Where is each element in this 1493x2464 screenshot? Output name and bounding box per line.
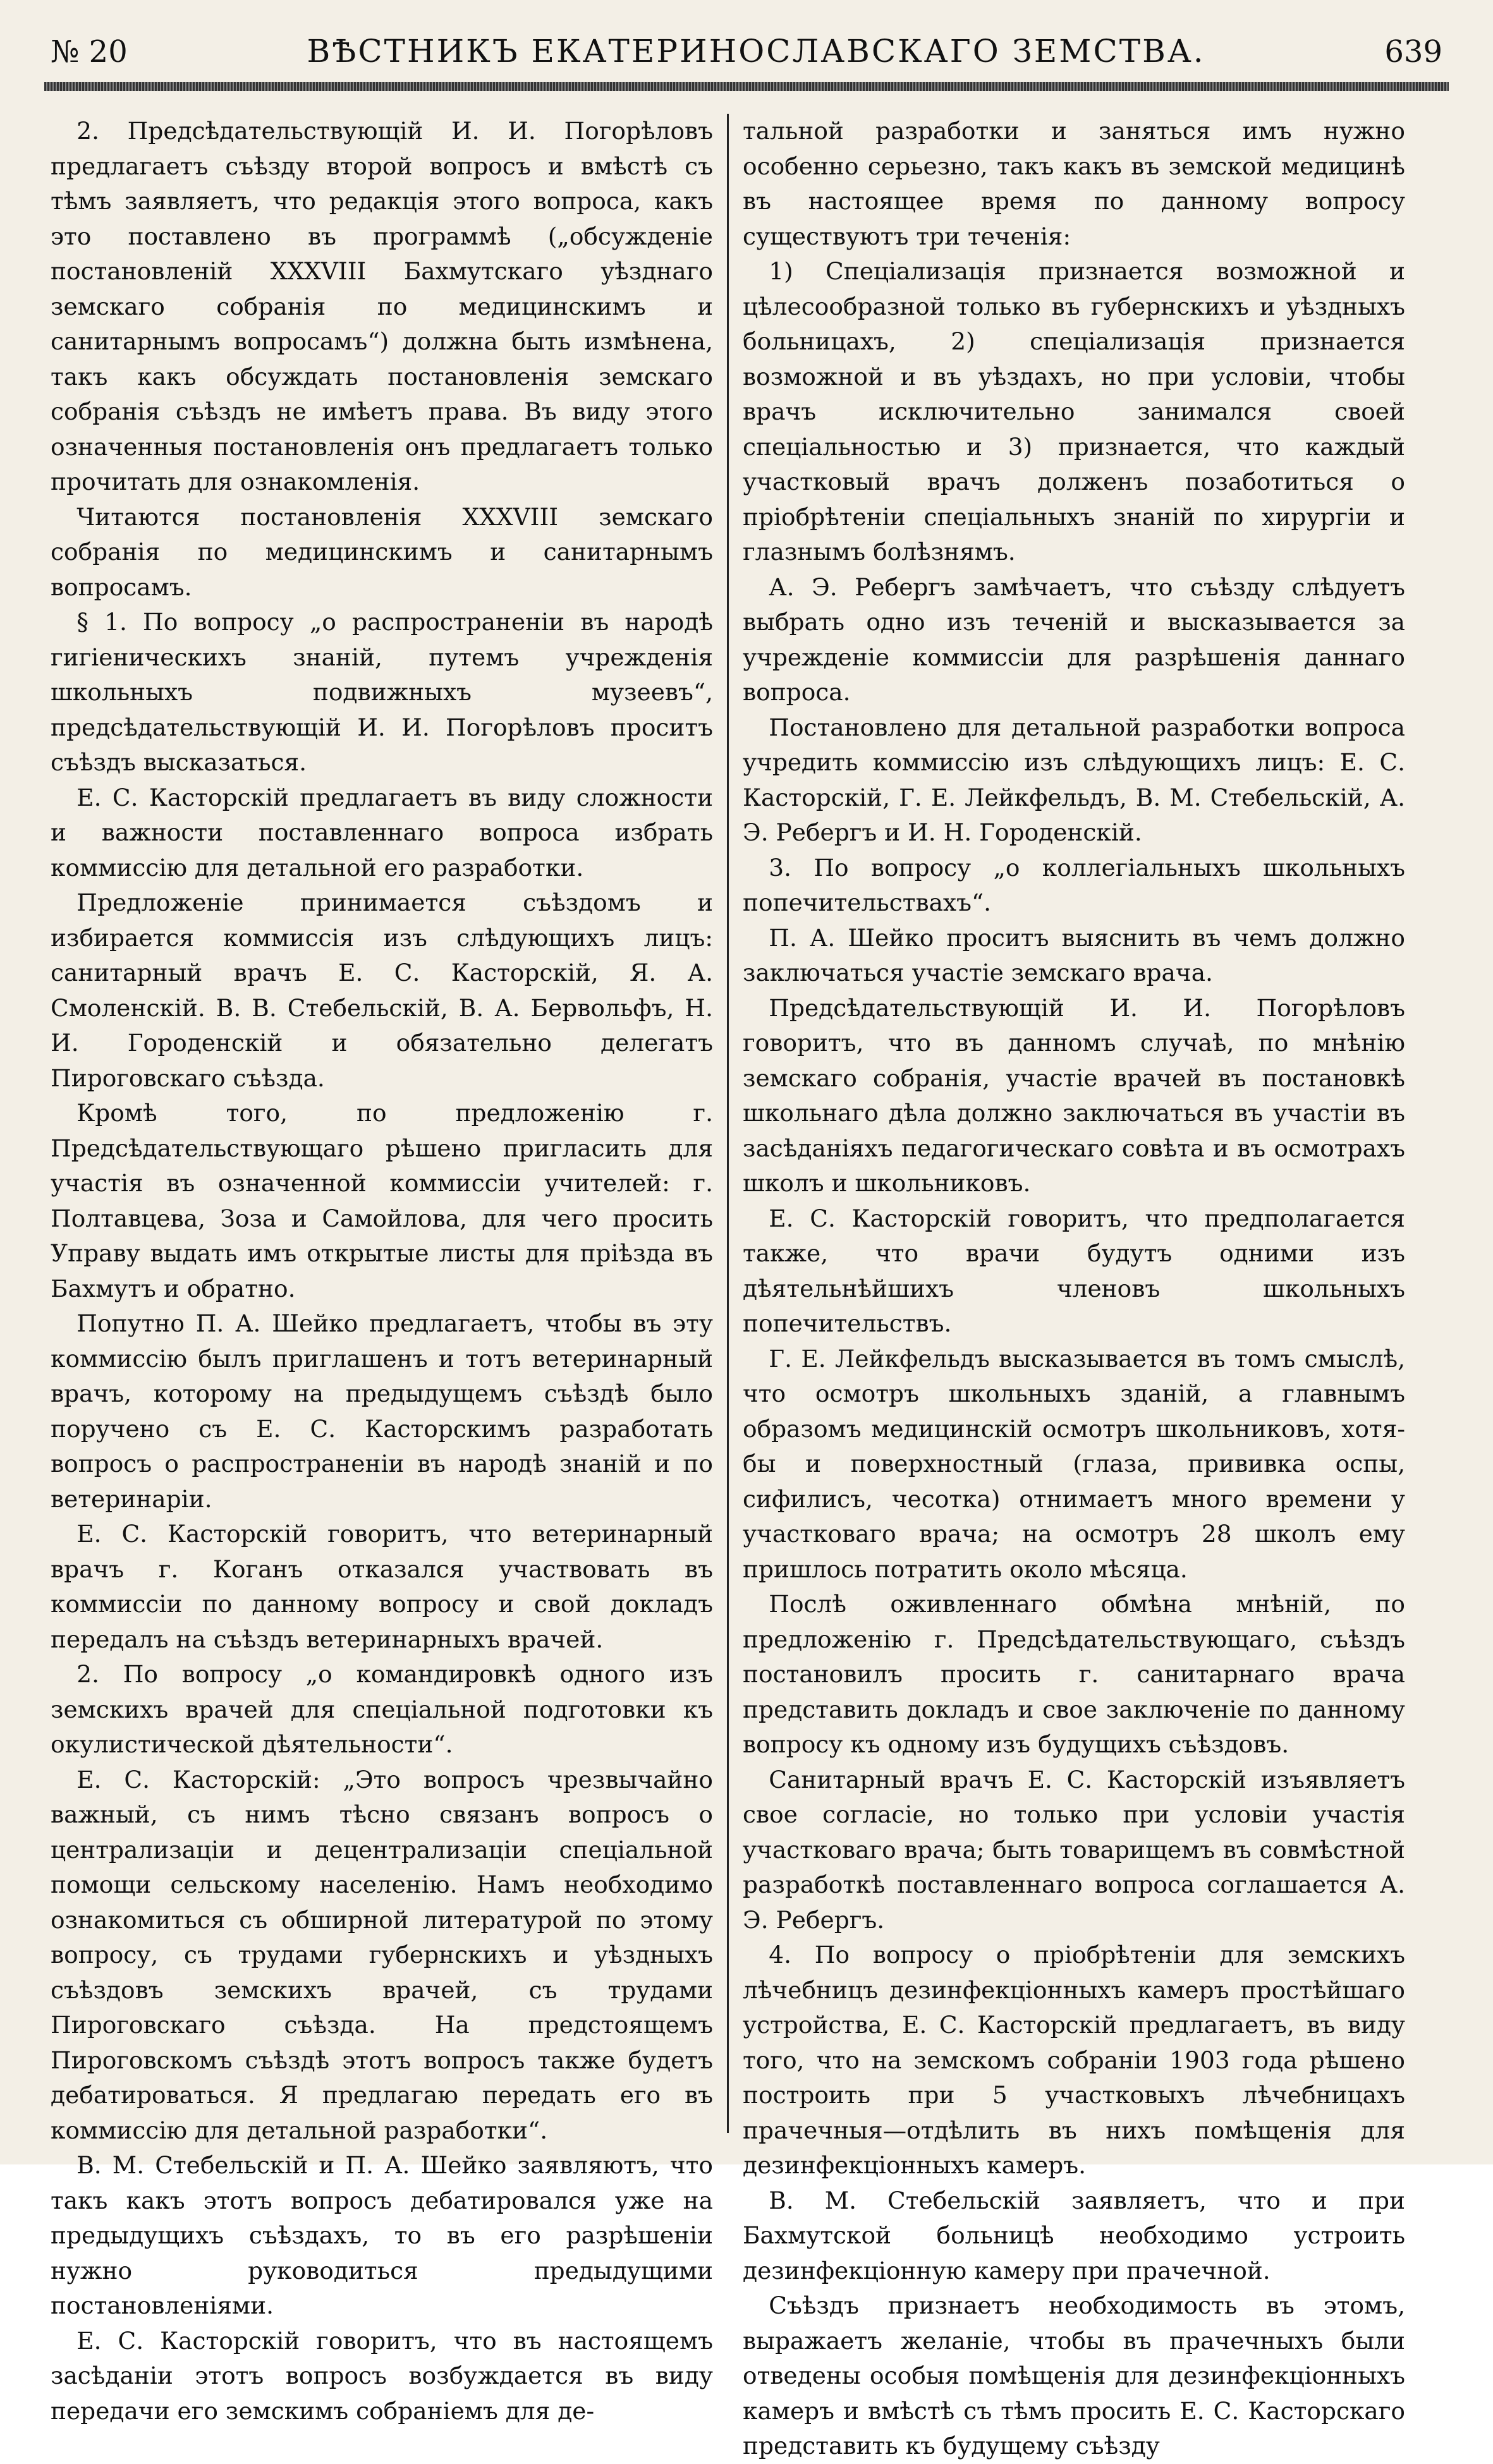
paragraph: Предложеніе принимается съѣздомъ и избирается коммиссія изъ слѣдующихъ лицъ: санитарный врачъ Е. С. Касторскій, Я. А. Смоленскій. В. В. Стебельскій, В. А. Бервольфъ, Н. И. Городенскій и обязательно делегатъ Пироговскаго съѣзда. — [51, 889, 713, 1092]
left-column — [51, 114, 727, 2425]
paragraph: Г. Е. Лейкфельдъ высказывается въ томъ смыслѣ, что осмотръ школьныхъ зданій, а главнымъ образомъ медицинскій осмотръ школьниковъ, хотя-бы и поверхностный (глаза, прививка оспы, сифилисъ, чесотка) отнимаетъ много времени у участковаго врача; на осмотръ 28 школъ ему пришлось потратить около мѣсяца. — [743, 1344, 1405, 1583]
paragraph: Съѣздъ признаетъ необходимость въ этомъ, выражаетъ желаніе, чтобы въ прачечныхъ были отведены особыя помѣщенія для дезинфекціонныхъ камеръ и вмѣстѣ съ тѣмъ просить Е. С. Касторскаго представить къ будущему съѣзду — [743, 2291, 1405, 2460]
paragraph: Постановлено для детальной разработки вопроса учредить коммиссію изъ слѣдующихъ лицъ: Е. С. Касторскій, Г. Е. Лейкфельдъ, В. М. Стебельскій, А. Э. Ребергъ и И. Н. Городенскій. — [743, 713, 1405, 846]
paragraph: 2. По вопросу „о командировкѣ одного изъ земскихъ врачей для спеціальной подготовки къ окулистической дѣятельности“. — [51, 1660, 713, 1758]
header-rule — [44, 82, 1449, 91]
paragraph: Послѣ оживленнаго обмѣна мнѣній, по предложенію г. Предсѣдательствующаго, съѣздъ постановилъ просить г. санитарнаго врача представить докладъ и свое заключеніе по данному вопросу къ одному изъ будущихъ съѣздовъ. — [743, 1590, 1405, 1758]
page-number: 639 — [1384, 34, 1442, 70]
paragraph: Е. С. Касторскій предлагаетъ въ виду сложности и важности поставленнаго вопроса избрать коммиссію для детальной его разработки. — [51, 783, 713, 882]
paragraph: А. Э. Ребергъ замѣчаетъ, что съѣзду слѣдуетъ выбрать одно изъ теченій и высказывается за учрежденіе коммиссіи для разрѣшенія даннаго вопроса. — [743, 573, 1405, 706]
paragraph: Попутно П. А. Шейко предлагаетъ, чтобы въ эту коммиссію былъ приглашенъ и тотъ ветеринарный врачъ, которому на предыдущемъ съѣздѣ было поручено съ Е. С. Касторскимъ разработать вопросъ о распространеніи въ народѣ знаній и по ветеринаріи. — [51, 1309, 713, 1513]
paragraph: Е. С. Касторскій говоритъ, что въ настоящемъ засѣданіи этотъ вопросъ возбуждается въ виду передачи его земскимъ собраніемъ для де- — [51, 2326, 713, 2425]
paragraph: 1) Спеціализація признается возможной и цѣлесообразной только въ губернскихъ и уѣздныхъ больницахъ, 2) спеціализація признается возможной и въ уѣздахъ, но при условіи, чтобы врачъ исключительно занимался своей спеціальностью и 3) признается, что каждый участковый врачъ долженъ позаботиться о пріобрѣтеніи спеціальныхъ знаній по хирургіи и глазнымъ болѣзнямъ. — [743, 257, 1405, 566]
paragraph: Кромѣ того, по предложенію г. Предсѣдательствующаго рѣшено пригласить для участія въ означенной коммиссіи учителей: г. Полтавцева, Зоза и Самойлова, для чего просить Управу выдать имъ открытые листы для пріѣзда въ Бахмутъ и обратно. — [51, 1099, 713, 1302]
paragraph: Е. С. Касторскій говоритъ, что предполагается также, что врачи будутъ одними изъ дѣятельнѣйшихъ членовъ школьныхъ попечительствъ. — [743, 1204, 1405, 1337]
text-columns — [51, 114, 1449, 2460]
paragraph: 4. По вопросу о пріобрѣтеніи для земскихъ лѣчебницъ дезинфекціонныхъ камеръ простѣйшаго устройства, Е. С. Касторскій предлагаетъ, въ виду того, что на земскомъ собраніи 1903 года рѣшено построить при 5 участковыхъ лѣчебницахъ прачечныя—отдѣлить въ нихъ помѣщенія для дезинфекціонныхъ камеръ. — [743, 1941, 1405, 2179]
paragraph: 2. Предсѣдательствующій И. И. Погорѣловъ предлагаетъ съѣзду второй вопросъ и вмѣстѣ съ тѣмъ заявляетъ, что редакція этого вопроса, какъ это поставлено въ программѣ („обсужденіе постановленій XXXVIII Бахмутскаго уѣзднаго земскаго собранія по медицинскимъ и санитарнымъ вопросамъ“) должна быть измѣнена, такъ какъ обсуждать постановленія земскаго собранія съѣздъ не имѣетъ права. Въ виду этого означенныя постановленія онъ предлагаетъ только прочитать для ознакомленія. — [51, 117, 713, 495]
right-column — [729, 114, 1405, 2460]
paragraph: В. М. Стебельскій заявляетъ, что и при Бахмутской больницѣ необходимо устроить дезинфекціонную камеру при прачечной. — [743, 2186, 1405, 2285]
paragraph: П. А. Шейко проситъ выяснить въ чемъ должно заключаться участіе земскаго врача. — [743, 923, 1405, 986]
paragraph: В. М. Стебельскій и П. А. Шейко заявляютъ, что такъ какъ этотъ вопросъ дебатировался уже на предыдущихъ съѣздахъ, то въ его разрѣшеніи нужно руководиться предыдущими постановленіями. — [51, 2151, 713, 2319]
paragraph: Предсѣдательствующій И. И. Погорѣловъ говоритъ, что въ данномъ случаѣ, по мнѣнію земскаго собранія, участіе врачей въ постановкѣ школьнаго дѣла должно заключаться въ участіи въ засѣданіяхъ педагогическаго совѣта и въ осмотрахъ школъ и школьниковъ. — [743, 993, 1405, 1197]
paragraph: § 1. По вопросу „о распространеніи въ народѣ гигіеническихъ знаній, путемъ учрежденія школьныхъ подвижныхъ музеевъ“, предсѣдательствующій И. И. Погорѣловъ проситъ съѣздъ высказаться. — [51, 608, 713, 776]
paragraph: Читаются постановленія XXXVIII земскаго собранія по медицинскимъ и санитарнымъ вопросамъ. — [51, 502, 713, 601]
issue-number: № 20 — [51, 34, 128, 70]
paragraph: Е. С. Касторскій: „Это вопросъ чрезвычайно важный, съ нимъ тѣсно связанъ вопросъ о централизаціи и децентрализаціи спеціальной помощи сельскому населенію. Намъ необходимо ознакомиться съ обширной литературой по этому вопросу, съ трудами губернскихъ и уѣздныхъ съѣздовъ земскихъ врачей, съ трудами Пироговскаго съѣзда. На предстоящемъ Пироговскомъ съѣздѣ этотъ вопросъ также будетъ дебатироваться. Я предлагаю передать его въ коммиссію для детальной разработки“. — [51, 1765, 713, 2144]
paragraph: Е. С. Касторскій говоритъ, что ветеринарный врачъ г. Коганъ отказался участвовать въ коммиссіи по данному вопросу и свой докладъ передалъ на съѣздъ ветеринарныхъ врачей. — [51, 1520, 713, 1653]
paragraph: тальной разработки и заняться имъ нужно особенно серьезно, такъ какъ въ земской медицинѣ въ настоящее время по данному вопросу существуютъ три теченія: — [743, 117, 1405, 250]
paragraph: 3. По вопросу „о коллегіальныхъ школьныхъ попечительствахъ“. — [743, 853, 1405, 916]
paragraph: Санитарный врачъ Е. С. Касторскій изъявляетъ свое согласіе, но только при условіи участія участковаго врача; быть товарищемъ въ совмѣстной разработкѣ поставленнаго вопроса соглашается А. Э. Ребергъ. — [743, 1765, 1405, 1934]
page-header — [51, 19, 1442, 70]
journal-title: ВѢСТНИКЪ ЕКАТЕРИНОСЛАВСКАГО ЗЕМСТВА. — [307, 33, 1205, 70]
